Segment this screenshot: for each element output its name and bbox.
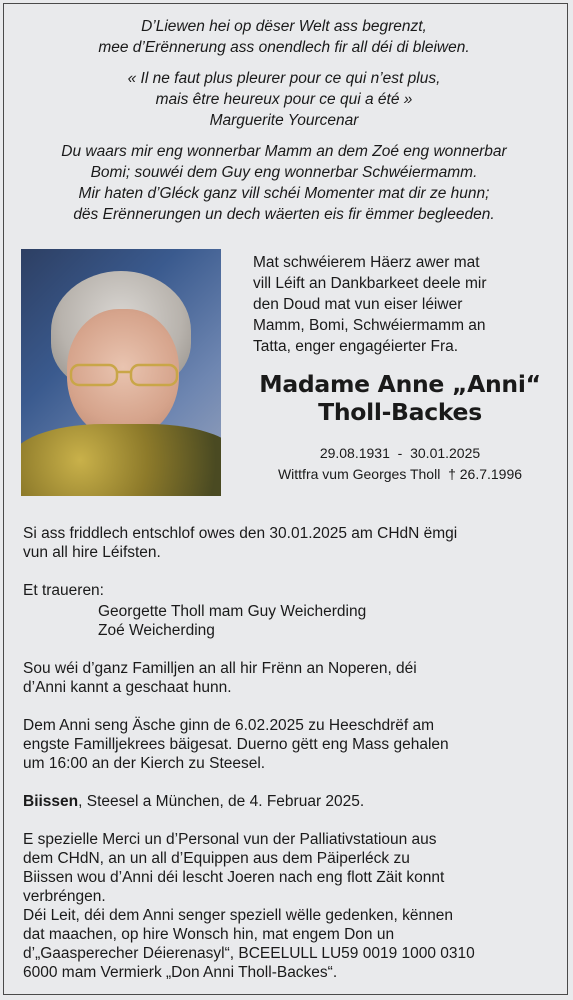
body-line: um 16:00 an der Kierch zu Steesel. (23, 755, 266, 772)
quote-line: « Il ne faut plus pleurer pour ce qui n’est plus, (127, 70, 441, 87)
quote-author: Marguerite Yourcenar (209, 112, 359, 129)
mourner-name: Georgette Tholl mam Guy Weicherding (98, 603, 367, 620)
quote-line: mais être heureux pour ce qui a été » (155, 91, 413, 108)
donation-paragraph (23, 906, 549, 982)
mourners-paragraph (23, 581, 549, 640)
quote-line: Du waars mir eng wonnerbar Mamm an dem Zoé eng wonnerbar (61, 143, 507, 160)
funeral-paragraph (23, 716, 549, 773)
place-date-line (23, 792, 549, 811)
quote-three (14, 141, 554, 225)
body-line: engste Familljekrees bäigesat. Duerno gëtt eng Mass gehalen (23, 736, 449, 753)
life-dates (240, 443, 560, 485)
quote-one (14, 16, 554, 58)
portrait-clothing (21, 424, 221, 496)
body-line: Déi Leit, déi dem Anni senger speziell wëlle gedenken, kënnen (23, 907, 453, 924)
announcement-line: den Doud mat vun eiser léiwer (253, 296, 463, 313)
deceased-name (240, 370, 560, 426)
body-line: vun all hire Léifsten. (23, 544, 161, 561)
thanks-paragraph (23, 830, 549, 906)
birth-death-dates: 29.08.1931 - 30.01.2025 (319, 445, 481, 461)
body-line: d’Anni kannt a geschaat hunn. (23, 679, 232, 696)
body-line: dat maachen, op hire Wonsch hin, mat engem Don un (23, 926, 395, 943)
name-line-2: Tholl-Backes (318, 398, 482, 426)
widow-note: Wittfra vum Georges Tholl † 26.7.1996 (277, 466, 523, 482)
name-line-1: Madame Anne „Anni“ (259, 370, 541, 398)
glasses-icon (65, 362, 183, 388)
quote-line: Bomi; souwéi dem Guy eng wonnerbar Schwéiermamm. (90, 164, 478, 181)
body-line: E spezielle Merci un d’Personal vun der Palliativstatioun aus (23, 831, 437, 848)
obituary-body (23, 524, 549, 994)
place-date-rest: , Steesel a München, de 4. Februar 2025. (78, 793, 365, 810)
body-line: Biissen wou d’Anni déi lescht Joeren nach eng flott Zäit konnt (23, 869, 445, 886)
body-line: verbréngen. (23, 888, 106, 905)
passing-paragraph (23, 524, 549, 562)
mourner-name: Zoé Weicherding (98, 622, 215, 639)
body-line: Dem Anni seng Äsche ginn de 6.02.2025 zu Heeschdrëf am (23, 717, 435, 734)
quote-line: Mir haten d’Gléck ganz vill schéi Momenter mat dir ze hunn; (78, 185, 490, 202)
intro-quotes (14, 16, 554, 235)
body-line: Si ass friddlech entschlof owes den 30.01.2025 am CHdN ëmgi (23, 525, 458, 542)
quote-line: mee d’Erënnerung ass onendlech fir all déi di bleiwen. (98, 39, 470, 56)
body-line: 6000 mam Vermierk „Don Anni Tholl-Backes“. (23, 964, 338, 981)
portrait-photo (21, 249, 221, 496)
quote-line: D’Liewen hei op dëser Welt ass begrenzt, (141, 18, 427, 35)
announcement-line: Mat schwéierem Häerz awer mat (253, 254, 480, 271)
announcement-line: Tatta, enger engagéierter Fra. (253, 338, 459, 355)
body-line: d’„Gaasperecher Déierenasyl“, BCEELULL LU59 0019 1000 0310 (23, 945, 475, 962)
quote-two (14, 68, 554, 131)
family-paragraph (23, 659, 549, 697)
body-line: Sou wéi d’ganz Familljen an all hir Frënn an Noperen, déi (23, 660, 417, 677)
announcement-line: Mamm, Bomi, Schwéiermamm an (253, 317, 486, 334)
quote-line: dës Erënnerungen un dech wäerten eis fir ëmmer begleeden. (73, 206, 495, 223)
announcement-line: vill Léift an Dankbarkeet deele mir (253, 275, 487, 292)
announcement-text (253, 252, 548, 357)
place-name: Biissen (23, 793, 79, 810)
mourners-heading: Et traueren: (23, 582, 104, 599)
body-line: dem CHdN, an un all d’Equippen aus dem Päiperléck zu (23, 850, 410, 867)
